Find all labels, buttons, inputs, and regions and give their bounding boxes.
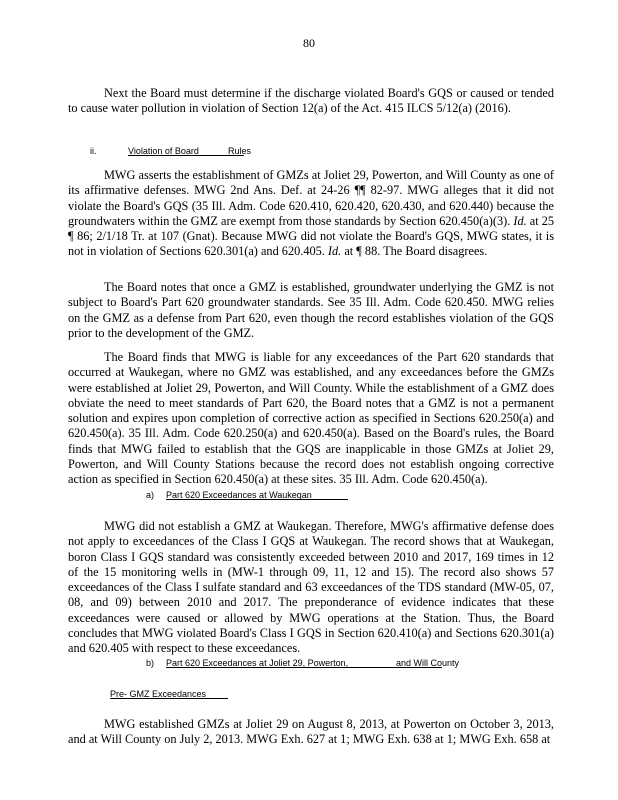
heading-text-part1: Part 620 Exceedances at Joliet 29, Powerton, [166, 658, 349, 668]
paragraph-gmz-established-dates: MWG established GMZs at Joliet 29 on August 8, 2013, at Powerton on October 3, 2013, and at Will County on July 2, 2013. MWG Exh. 627 at 1; MWG Exh. 638 at 1; MWG Exh. 658 at [68, 717, 554, 747]
paragraph-discharge-question: Next the Board must determine if the discharge violated Board's GQS or caused or tended to cause water pollution in violation of Section 12(a) of the Act. 415 ILCS 5/12(a) (2016). [68, 86, 554, 116]
heading-text: Part 620 Exceedances at Waukegan [166, 490, 312, 500]
heading-text-part2: Rules [228, 146, 252, 156]
page-number: 80 [303, 36, 315, 50]
paragraph-mwg-assertion: MWG asserts the establishment of GMZs at Joliet 29, Powerton, and Will County as one of its affirmative defenses. MWG 2nd Ans. Def. at 24-26 ¶¶ 82-97. MWG alleges that it did not violate the Board's GQS (35 Ill. Adm. Code 620.410, 620.420, 620.430, and 620.440) because the groundwaters within the GMZ are exempt from those standards by Section 620.450(a)(3). Id. at 25 ¶ 86; 2/1/18 Tr. at 107 (Gnat). Because MWG did not violate the Board's GQS, MWG states, it is not in violation of Sections 620.301(a) and 620.405. Id. at ¶ 88. The Board disagrees. [68, 168, 554, 259]
heading-text-part2: - GMZ Exceedances [124, 689, 207, 699]
paragraph-board-notes-gmz: The Board notes that once a GMZ is established, groundwater underlying the GMZ is not subject to Board's Part 620 groundwater standards. See 35 Ill. Adm. Code 620.450. MWG relies on the GMZ as a defense from Part 620, even though the record establishes violation of the GQS prior to the development of the GMZ. [68, 280, 554, 340]
heading-text-part1: Violation of Board [128, 146, 199, 156]
heading-text-part1: Pre [110, 689, 125, 699]
heading-underline [166, 499, 348, 500]
heading-number: b) [146, 658, 155, 668]
heading-number: a) [146, 490, 155, 500]
heading-text-part2: and Will County [396, 658, 460, 668]
heading-underline [166, 667, 442, 668]
heading-underline [110, 698, 228, 699]
paragraph-waukegan-findings: MWG did not establish a GMZ at Waukegan. Therefore, MWG's affirmative defense does not apply to exceedances of the Class I GQS at Waukegan. The record shows that at Waukegan, boron Class I GQS standard was consistently exceeded between 2010 and 2017, 169 times in 12 of the 15 monitoring wells in (MW-1 through 09, 11, 12 and 15). The record also shows 57 exceedances of the Class I sulfate standard and 63 exceedances of the TDS standard (MW-05, 07, 08, and 09) between 2010 and 2017. The preponderance of evidence indicates that these exceedances were caused or allowed by MWG operations at the Station. Thus, the Board concludes that MWG violated Board's Class I GQS in Section 620.410(a) and Sections 620.301(a) and 620.405 with respect to these exceedances. [68, 519, 554, 656]
heading-underline [128, 155, 244, 156]
paragraph-board-finds-liability: The Board finds that MWG is liable for any exceedances of the Part 620 standards that occurred at Waukegan, where no GMZ was established, and any exceedances before the GMZs were established at Joliet 29, Powerton, and Will County. While the establishment of a GMZ does obviate the need to meet standards of Part 620, the Board notes that a GMZ is not a permanent solution and expires upon completion of corrective action as specified in Sections 620.250(a) and 620.450(a). 35 Ill. Adm. Code 620.250(a) and 620.450(a). Based on the Board's rules, the Board finds that MWG failed to establish that the GQS are inapplicable in those GMZs at Joliet 29, Powerton, and Will County Stations because the record does not establish ongoing corrective action as specified in Section 620.450(a) at these sites. 35 Ill. Adm. Code 620.450(a). [68, 350, 554, 487]
heading-number: ii. [90, 146, 97, 156]
